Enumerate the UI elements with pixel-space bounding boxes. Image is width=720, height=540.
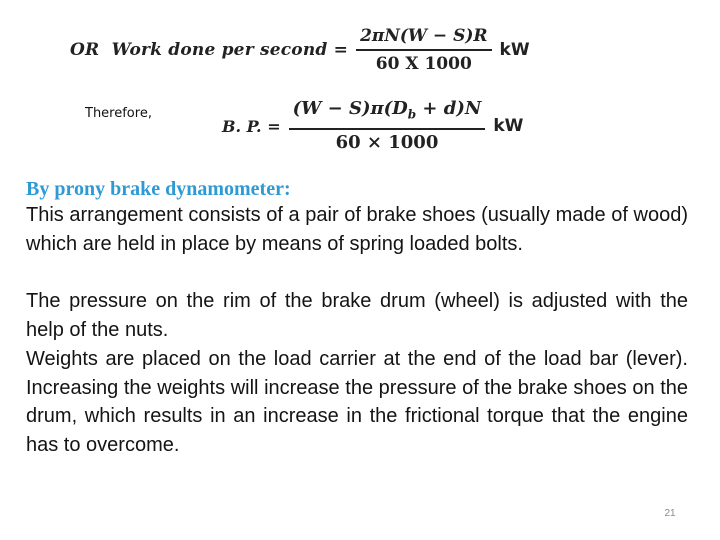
brake-power-denominator: 60 × 1000 — [335, 131, 439, 153]
work-done-denominator: 60 X 1000 — [375, 54, 472, 74]
therefore-label: Therefore, — [85, 106, 152, 121]
fraction-bar — [289, 128, 486, 130]
brake-power-fraction — [289, 98, 486, 154]
work-done-equation — [70, 22, 530, 78]
paragraph-pressure: The pressure on the rim of the brake drum (wheel) is adjusted with the help of the nuts. — [26, 290, 688, 341]
work-done-equation-lhs: OR Work done per second = — [70, 40, 349, 60]
brake-power-equation-lhs: B. P. = — [222, 116, 281, 136]
work-done-unit: kW — [499, 40, 530, 60]
brake-power-numerator-text: $(W - S)\pi(D_b + d)N$ — [292, 98, 482, 122]
paragraph-arrangement: This arrangement consists of a pair of brake shoes (usually made of wood) which are held in place by means of spring loaded bolts. — [26, 204, 688, 255]
subscript: b — [407, 107, 417, 122]
page-number: 21 — [664, 508, 676, 519]
section-heading: By prony brake dynamometer: — [26, 178, 291, 200]
work-done-numerator: 2πN(W − S)R — [360, 26, 488, 46]
brake-power-equation — [222, 96, 523, 156]
fraction-bar — [356, 49, 491, 51]
brake-power-unit: kW — [493, 116, 524, 136]
brake-power-numerator — [289, 98, 486, 126]
paragraph-weights: Weights are placed on the load carrier at the end of the load bar (lever). Increasing the weights will increase the pressure of the brake shoes on the drum, which results in an increase in the frictional torque that the engine has to overcome. — [26, 348, 688, 456]
work-done-fraction — [356, 25, 491, 75]
